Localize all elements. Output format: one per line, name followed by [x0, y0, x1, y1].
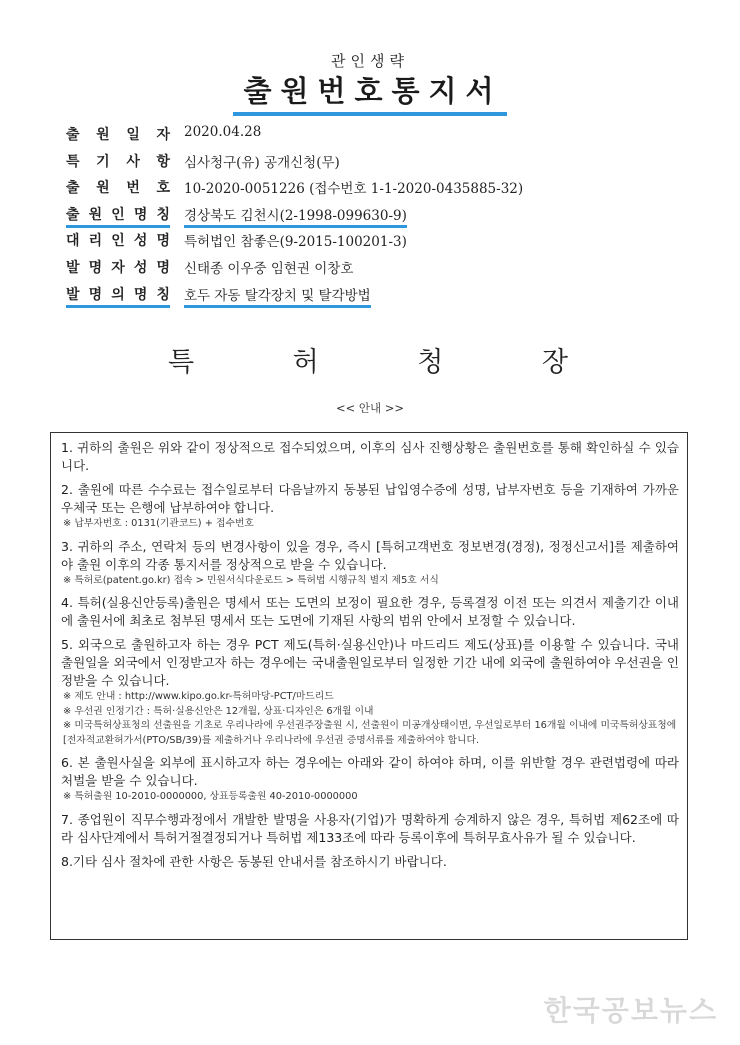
info-label: 출 원 인 명 칭 — [66, 204, 170, 228]
notice-text: 5. 외국으로 출원하고자 하는 경우 PCT 제도(특허·실용신안)나 마드리드 제도(상표)를 이용할 수 있습니다. 국내출원일을 외국에서 인정받고자 하는 경우에는 국내출원일로부터 일정한 기간 내에 외국에 출원하여야 우선권을 인정받을 수 있습니다. — [61, 637, 679, 688]
info-row — [60, 173, 700, 200]
notice-note: ※ 특허로(patent.go.kr) 접속 > 민원서식다운로드 > 특허법 시행규칙 별지 제5호 서식 — [63, 574, 439, 586]
notice-item — [61, 636, 679, 748]
info-value: 심사청구(유) 공개신청(무) — [184, 154, 340, 171]
section-title-char: 허 — [292, 347, 319, 378]
info-value: 특허법인 참좋은(9-2015-100201-3) — [184, 234, 407, 251]
info-label: 특 기 사 항 — [66, 153, 170, 170]
notice-note: ※ 미국특허상표청의 선출원을 기초로 우리나라에 우선권주장출원 시, 선출원이 미공개상태이면, 우선일로부터 16개월 이내에 미국특허상표청에 [전자적교환허가서(PTO/SB/39)를 제출하거나 우리나라에 우선권 증명서류를 제출하여야 합니다. — [63, 720, 677, 746]
notice-text: 2. 출원에 따른 수수료는 접수일로부터 다음날까지 동봉된 납입영수증에 성명, 납부자번호 등을 기재하여 가까운 우체국 또는 은행에 납부하여야 합니다. — [61, 482, 679, 515]
notice-note: ※ 우선권 인정기간 : 특허·실용신안은 12개월, 상표·디자인은 6개월 이내 — [63, 705, 374, 717]
section-title-char: 특 — [168, 347, 195, 378]
notice-text: 3. 귀하의 주소, 연락처 등의 변경사항이 있을 경우, 즉시 [특허고객번호 정보변경(경정), 정정신고서]를 제출하여야 출원 이후의 각종 통지서를 정상적으로 받을 수 있습니다. — [61, 538, 679, 572]
info-value: 2020.04.28 — [184, 124, 262, 140]
notice-item — [61, 754, 679, 805]
notice-item — [61, 538, 679, 589]
info-label: 출 원 일 자 — [66, 127, 170, 143]
info-row — [60, 147, 700, 174]
notice-note: ※ 특허출원 10-2010-0000000, 상표등록출원 40-2010-0000000 — [63, 791, 358, 802]
application-info-fields — [60, 120, 700, 306]
info-value: 10-2020-0051226 (접수번호 1-1-2020-0435885-32) — [184, 181, 524, 198]
notice-item — [61, 853, 679, 871]
info-row — [60, 253, 700, 280]
info-row — [60, 120, 700, 147]
info-value: 신태종 이우중 임현권 이창호 — [184, 260, 354, 277]
notice-note: ※ 제도 안내 : http://www.kipo.go.kr-특허마당-PCT/마드리드 — [63, 691, 334, 702]
info-row — [60, 200, 700, 227]
notice-text: 8.기타 심사 절차에 관한 사항은 동봉된 안내서를 참조하시기 바랍니다. — [61, 853, 447, 869]
document-title-wrap — [0, 72, 740, 116]
info-label: 발 명 자 성 명 — [66, 259, 170, 276]
info-label: 발 명 의 명 칭 — [66, 284, 170, 308]
notice-text: 4. 특허(실용신안등록)출원은 명세서 또는 도면의 보정이 필요한 경우, 등록결정 이전 또는 의견서 제출기간 이내에 출원서에 최초로 첨부된 명세서 또는 도면에 기재된 사항의 범위 안에서 보정할 수 있습니다. — [61, 595, 679, 628]
notice-item — [61, 594, 679, 630]
info-value: 호두 자동 탈각장치 및 탈각방법 — [184, 284, 371, 308]
info-row — [60, 280, 700, 307]
info-label: 출 원 번 호 — [66, 180, 170, 197]
notice-text: 6. 본 출원사실을 외부에 표시하고자 하는 경우에는 아래와 같이 하여야 하며, 이를 위반할 경우 관련법령에 따라 처벌을 받을 수 있습니다. — [61, 755, 679, 788]
notice-item — [61, 439, 679, 475]
guide-label: << 안내 >> — [335, 401, 405, 415]
seal-omitted-label: 관인생략 — [331, 52, 409, 70]
notice-box — [50, 432, 688, 940]
watermark: 한국공보뉴스 — [543, 994, 718, 1027]
notice-note: ※ 납부자번호 : 0131(기관코드) + 접수번호 — [63, 518, 254, 529]
document-title: 출원번호통지서 — [233, 72, 506, 116]
section-title — [168, 340, 568, 379]
info-value: 경상북도 김천시(2-1998-099630-9) — [184, 204, 407, 228]
section-title-char: 청 — [417, 347, 444, 378]
info-label: 대 리 인 성 명 — [66, 233, 170, 250]
notice-item — [61, 481, 679, 532]
section-title-char: 장 — [541, 347, 568, 378]
notice-text: 1. 귀하의 출원은 위와 같이 정상적으로 접수되었으며, 이후의 심사 진행상황은 출원번호를 통해 확인하실 수 있습니다. — [61, 440, 679, 473]
notice-text: 7. 종업원이 직무수행과정에서 개발한 발명을 사용자(기업)가 명확하게 승계하지 않은 경우, 특허법 제62조에 따라 심사단계에서 특허거절결정되거나 특허법 제133조에 따라 등록이후에 특허무효사유가 될 수 있습니다. — [61, 811, 679, 845]
info-row — [60, 226, 700, 253]
notice-item — [61, 811, 679, 847]
